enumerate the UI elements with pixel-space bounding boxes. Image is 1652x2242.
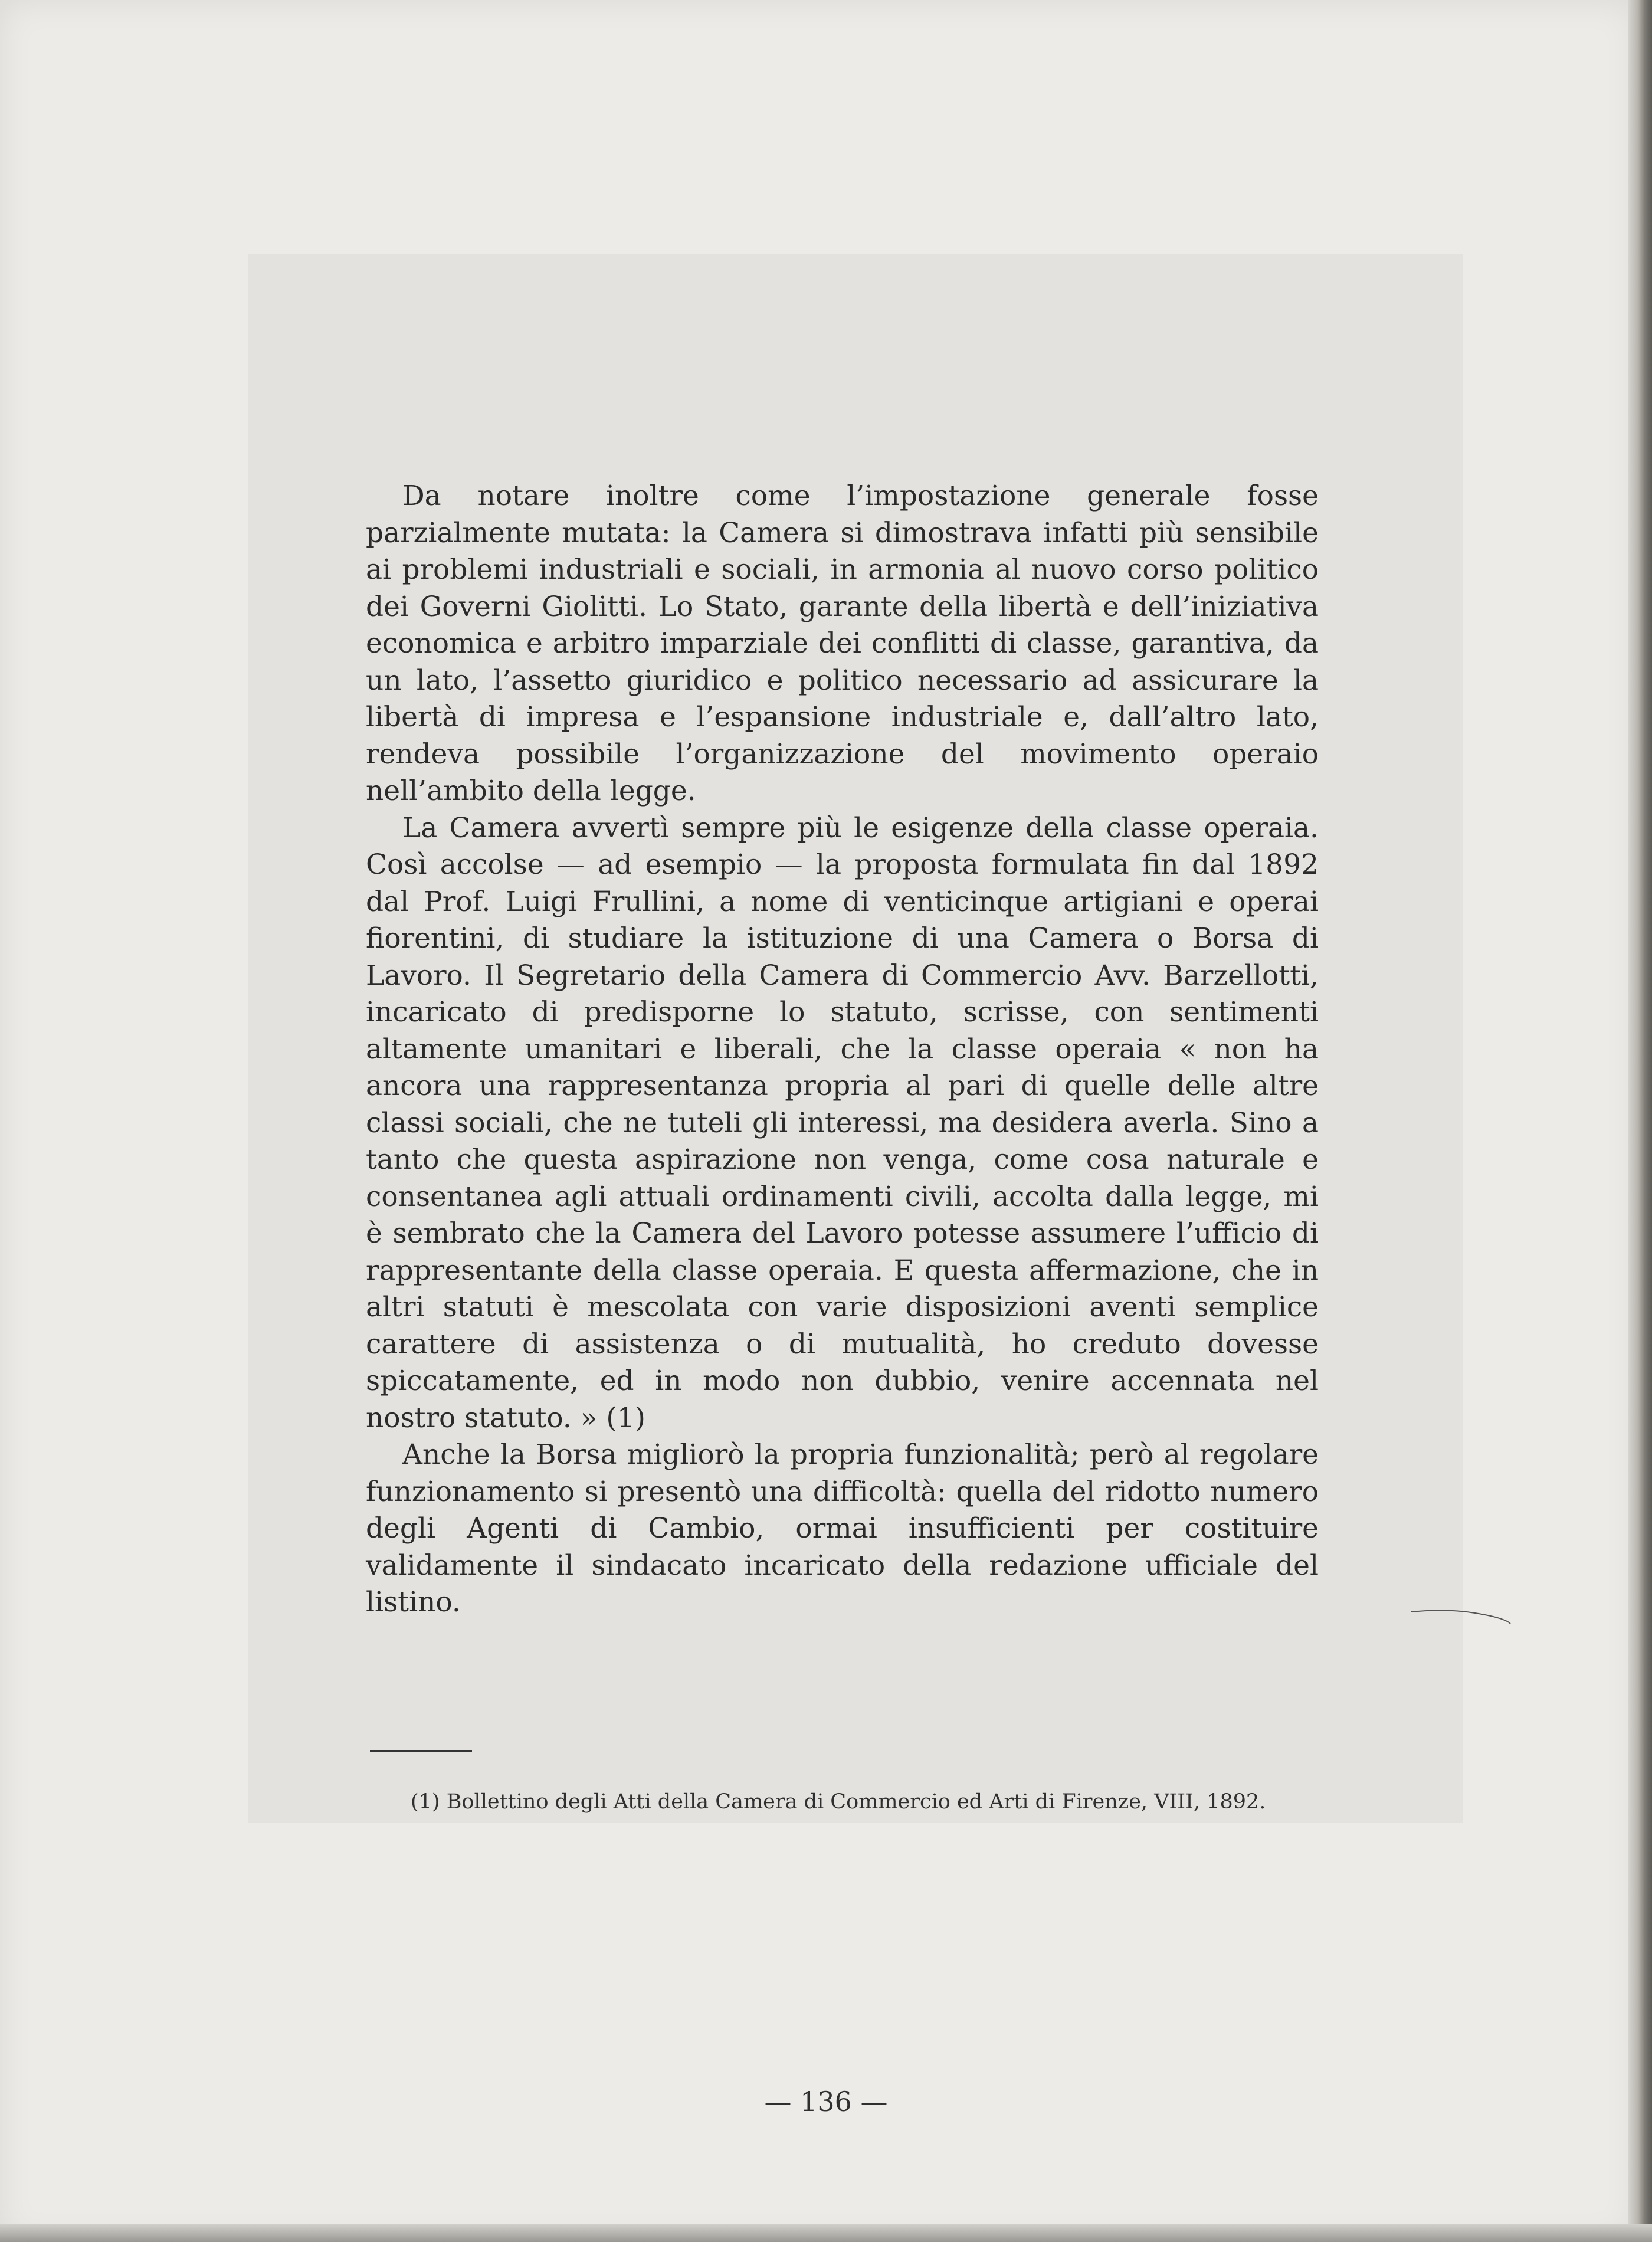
paragraph-1: Da notare inoltre come l’impostazione generale fosse parzialmente mutata: la Camera si dimostrava infatti più sensibile ai problemi industriali e sociali, in armonia al nuovo corso politico dei Governi Giolitti. Lo Stato, garante della libertà e dell’iniziativa economica e arbitro imparziale dei conflitti di classe, garantiva, da un lato, l’assetto giuridico e politico necessario ad assicurare la libertà di impresa e l’espansione industriale e, dall’altro lato, rendeva possibile l’organizzazione del movimento operaio nell’ambito della legge. <box>366 480 1319 807</box>
footnote: (1) Bollettino degli Atti della Camera di Commercio ed Arti di Firenze, VIII, 1892. <box>411 1790 1266 1814</box>
footnote-rule <box>370 1750 472 1752</box>
page-edge-right <box>1628 0 1652 2242</box>
paragraph-2: La Camera avvertì sempre più le esigenze della classe operaia. Così accolse — ad esempio — la proposta formulata fin dal 1892 dal Prof. Luigi Frullini, a nome di venticinque artigiani e operai fiorentini, di studiare la istituzione di una Camera o Borsa di Lavoro. Il Segretario della Camera di Commercio Avv. Barzellotti, incaricato di predisporne lo statuto, scrisse, con sentimenti altamente umanitari e liberali, che la classe operaia « non ha ancora una rappresentanza propria al pari di quelle delle altre classi sociali, che ne tuteli gli interessi, ma desidera averla. Sino a tanto che questa aspirazione non venga, come cosa naturale e consentanea agli attuali ordinamenti civili, accolta dalla legge, mi è sembrato che la Camera del Lavoro potesse assumere l’ufficio di rappresentante della classe operaia. E questa affermazione, che in altri statuti è mescolata con varie disposizioni aventi semplice carattere di assistenza o di mutualità, ho creduto dovesse spiccatamente, ed in modo non dubbio, venire accennata nel nostro statuto. » (1) <box>366 811 1319 1434</box>
pencil-mark <box>1410 1604 1516 1627</box>
paragraph-3: Anche la Borsa migliorò la propria funzionalità; però al regolare funzionamento si presentò una difficoltà: quella del ridotto numero degli Agenti di Cambio, ormai insufficienti per costituire validamente il sindacato incaricato della redazione ufficiale del listino. <box>366 1438 1319 1618</box>
body-text <box>366 478 1319 1621</box>
page-edge-bottom <box>0 2224 1652 2242</box>
page-number: — 136 — <box>764 2086 888 2118</box>
